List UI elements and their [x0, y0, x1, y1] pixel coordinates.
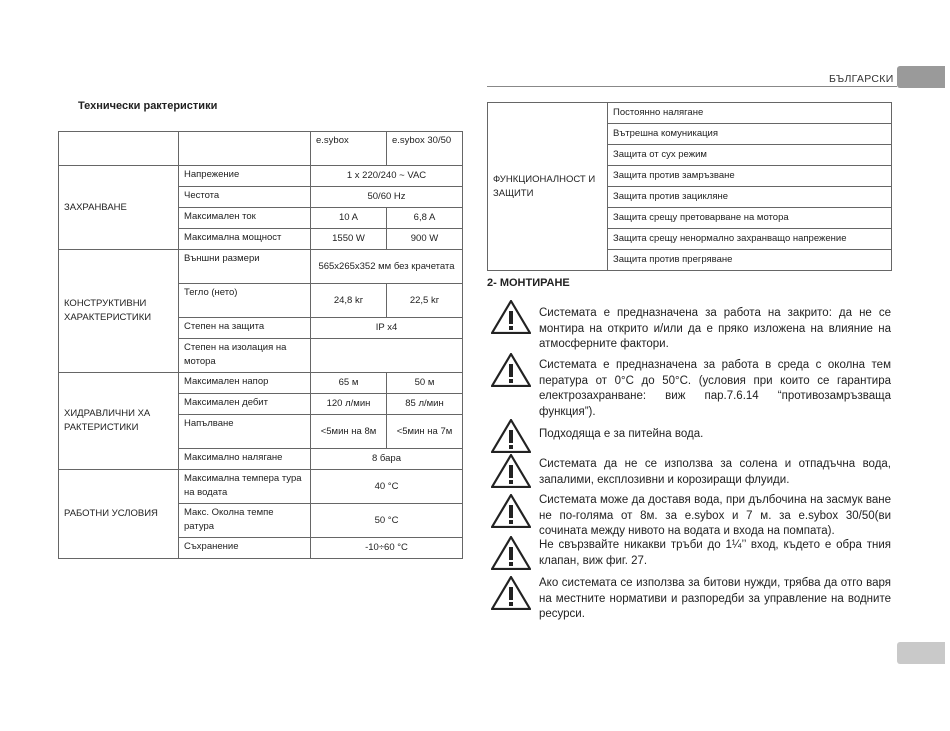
function-item: Защита против зациклянe [608, 187, 892, 208]
row-value: 1 x 220/240 ~ VAC [311, 166, 463, 187]
page-number-tab [897, 642, 945, 664]
row-label: Степен на изолация на мотора [179, 339, 311, 373]
row-value: 50/60 Hz [311, 187, 463, 208]
row-label: Максимална мощност [179, 229, 311, 250]
warning-triangle-icon [491, 300, 531, 334]
table-row [59, 166, 463, 187]
row-label: Максимално налягане [179, 449, 311, 470]
row-label: Напълване [179, 415, 311, 449]
warning-text: Системата е предназначена за работа в среда с околна тем пература от 0°C до 50°C. (условия при които се гарантира електрозахранване: виж пар.7.6.14 “противозамръзваща функция”). [539, 359, 891, 418]
warning-item [491, 494, 893, 537]
table-cell [179, 132, 311, 166]
warning-triangle-icon [491, 419, 531, 453]
warning-triangle-icon [491, 353, 531, 387]
warning-text: Ако системата се използва за битови нужди, трябва да отго варя на местните нормативи и разпоредби за управление на водните ресурси. [539, 577, 891, 620]
row-value: 6,8 A [387, 208, 463, 229]
row-label: Максимален напор [179, 373, 311, 394]
row-value: <5мин на 8м [311, 415, 387, 449]
row-label: Напрежение [179, 166, 311, 187]
warning-item [491, 419, 893, 453]
row-label: Тегло (нето) [179, 284, 311, 318]
warning-triangle-icon [491, 494, 531, 528]
model-header: e.sybox [311, 132, 387, 166]
function-item: Защита от сух режим [608, 145, 892, 166]
row-value: 900 W [387, 229, 463, 250]
table-row [488, 103, 892, 124]
function-item: Защита срещу ненормално захранващо напрежение [608, 229, 892, 250]
row-value: <5мин на 7м [387, 415, 463, 449]
function-item: Защита против замръзване [608, 166, 892, 187]
function-item: Постоянно налягане [608, 103, 892, 124]
function-item: Защита срещу претоварване на мотора [608, 208, 892, 229]
row-value: 24,8 kг [311, 284, 387, 318]
group-label: РАБОТНИ УСЛОВИЯ [59, 470, 179, 559]
group-label: ЗАХРАНВАНЕ [59, 166, 179, 250]
language-label: БЪЛГАРСКИ [829, 73, 894, 85]
warning-text: Системата да не се използва за солена и отпадъчна вода, запалими, експлозивни и корозиращи флуиди. [539, 458, 891, 486]
row-label: Максимална темпера тура на водата [179, 470, 311, 504]
table-row [59, 373, 463, 394]
warning-item [491, 353, 893, 418]
row-value: 50 °C [311, 504, 463, 538]
row-label: Външни размери [179, 250, 311, 284]
row-value: 65 м [311, 373, 387, 394]
function-item: Защита против прегряване [608, 250, 892, 271]
warning-text: Не свързвайте никакви тръби до 1¼’’ вход, където е обра тния клапан, виж фиг. 27. [539, 539, 891, 567]
row-value: 8 бара [311, 449, 463, 470]
group-label: КОНСТРУКТИВНИ ХАРАКТЕРИСТИКИ [59, 250, 179, 373]
header-rule [487, 86, 897, 87]
group-label: ХИДРАВЛИЧНИ ХА РАКТЕРИСТИКИ [59, 373, 179, 470]
group-label: ФУНКЦИОНАЛНОСТ И ЗАЩИТИ [488, 103, 608, 271]
warning-text: Системата е предназначена за работа на закрито: да не се монтира на открито и/или да е пряко изложена на влияние на атмосферните фактори. [539, 307, 891, 350]
table-cell [59, 132, 179, 166]
warning-item [491, 300, 893, 348]
row-value: 22,5 kг [387, 284, 463, 318]
row-value: 40 °C [311, 470, 463, 504]
row-value: 1550 W [311, 229, 387, 250]
row-label: Степен на защита [179, 318, 311, 339]
spec-table [58, 131, 463, 559]
row-value: 50 м [387, 373, 463, 394]
table-row [59, 470, 463, 504]
row-value: -10÷60 °C [311, 538, 463, 559]
model-header: e.sybox 30/50 [387, 132, 463, 166]
section-heading: 2- МОНТИРАНЕ [487, 277, 570, 289]
row-label: Макс. Околна темпе ратура [179, 504, 311, 538]
row-value: 120 л/мин [311, 394, 387, 415]
table-row [59, 250, 463, 284]
row-value: IP x4 [311, 318, 463, 339]
functions-table [487, 102, 892, 271]
warning-item [491, 576, 893, 624]
warning-text: Подходяща е за питейна вода. [539, 428, 704, 440]
row-label: Максимален ток [179, 208, 311, 229]
table-header-row [59, 132, 463, 166]
spec-title: Технически рактеристики [78, 100, 218, 112]
warning-triangle-icon [491, 536, 531, 570]
language-tab [897, 66, 945, 88]
row-label: Съхранение [179, 538, 311, 559]
row-value: 565x265x352 мм без крачетата [311, 250, 463, 284]
warning-triangle-icon [491, 576, 531, 610]
warning-triangle-icon [491, 454, 531, 488]
warning-text: Системата може да доставя вода, при дълбочина на засмук ване не по-голяма от 8м. за e.sybox и 7 м. за e.sybox 30/50(ви сочината между нивото на водата и входа на помпата). [539, 494, 891, 537]
row-value: 10 A [311, 208, 387, 229]
function-item: Вътрешна комуникация [608, 124, 892, 145]
warning-item [491, 454, 893, 488]
warning-item [491, 536, 893, 570]
row-label: Максимален дебит [179, 394, 311, 415]
row-label: Честота [179, 187, 311, 208]
row-value [311, 339, 463, 373]
row-value: 85 л/мин [387, 394, 463, 415]
